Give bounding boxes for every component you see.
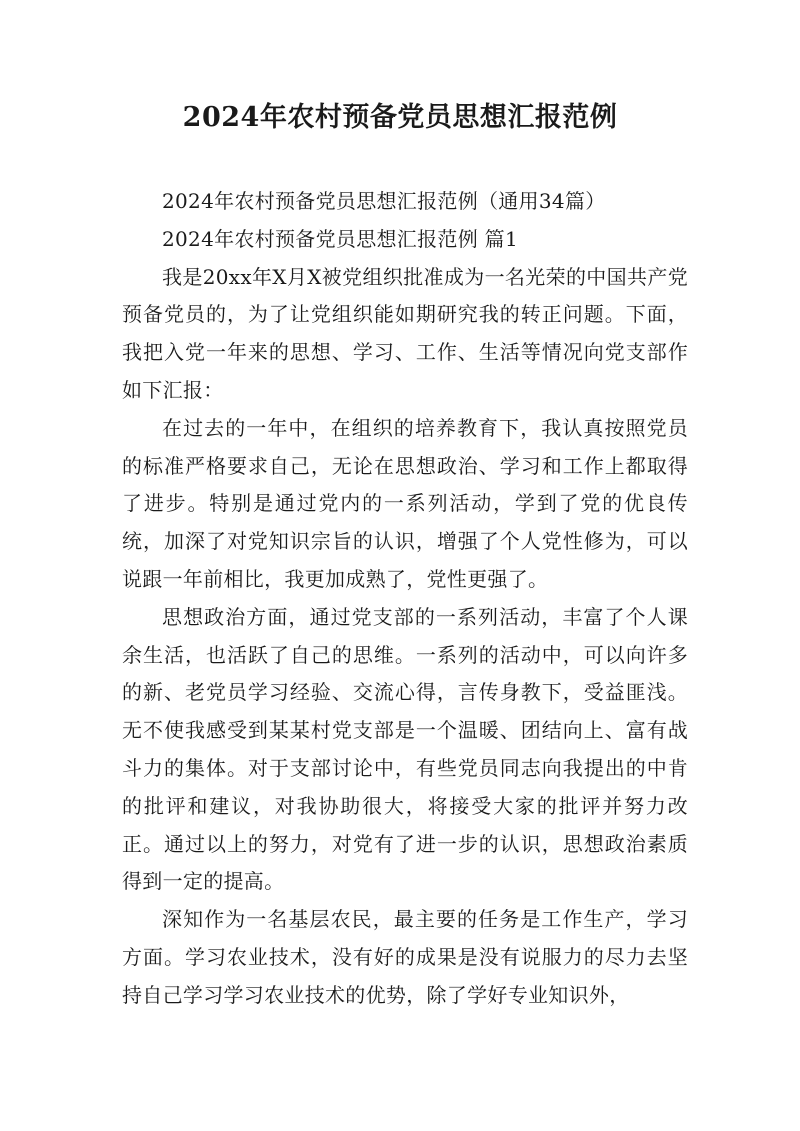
paragraph: 深知作为一名基层农民，最主要的任务是工作生产，学习方面。学习农业技术，没有好的成果是没有说服力的尽力去坚持自己学习学习农业技术的优势，除了学好专业知识外， [122,907,688,1007]
document-title: 2024年农村预备党员思想汇报范例 [182,102,618,133]
document-subtitle: 2024年农村预备党员思想汇报范例（通用34篇） [162,189,606,213]
section-heading: 2024年农村预备党员思想汇报范例 篇1 [162,226,518,251]
paragraph: 思想政治方面，通过党支部的一系列活动，丰富了个人课余生活，也活跃了自己的思维。一系列的活动中，可以向许多的新、老党员学习经验、交流心得，言传身教下，受益匪浅。无不使我感受到某某村党支部是一个温暖、团结向上、富有战斗力的集体。对于支部讨论中，有些党员同志向我提出的中肯的批评和建议，对我协助很大，将接受大家的批评并努力改正。通过以上的努力，对党有了进一步的认识，思想政治素质得到一定的提高。 [122,604,688,894]
paragraph: 在过去的一年中，在组织的培养教育下，我认真按照党员的标准严格要求自己，无论在思想政治、学习和工作上都取得了进步。特别是通过党内的一系列活动，学到了党的优良传统，加深了对党知识宗旨的认识，增强了个人党性修为，可以说跟一年前相比，我更加成熟了，党性更强了。 [122,415,688,591]
document-body [122,183,688,1015]
paragraph: 我是20xx年X月X被党组织批准成为一名光荣的中国共产党预备党员的，为了让党组织能如期研究我的转正问题。下面，我把入党一年来的思想、学习、工作、生活等情况向党支部作如下汇报： [122,264,688,402]
